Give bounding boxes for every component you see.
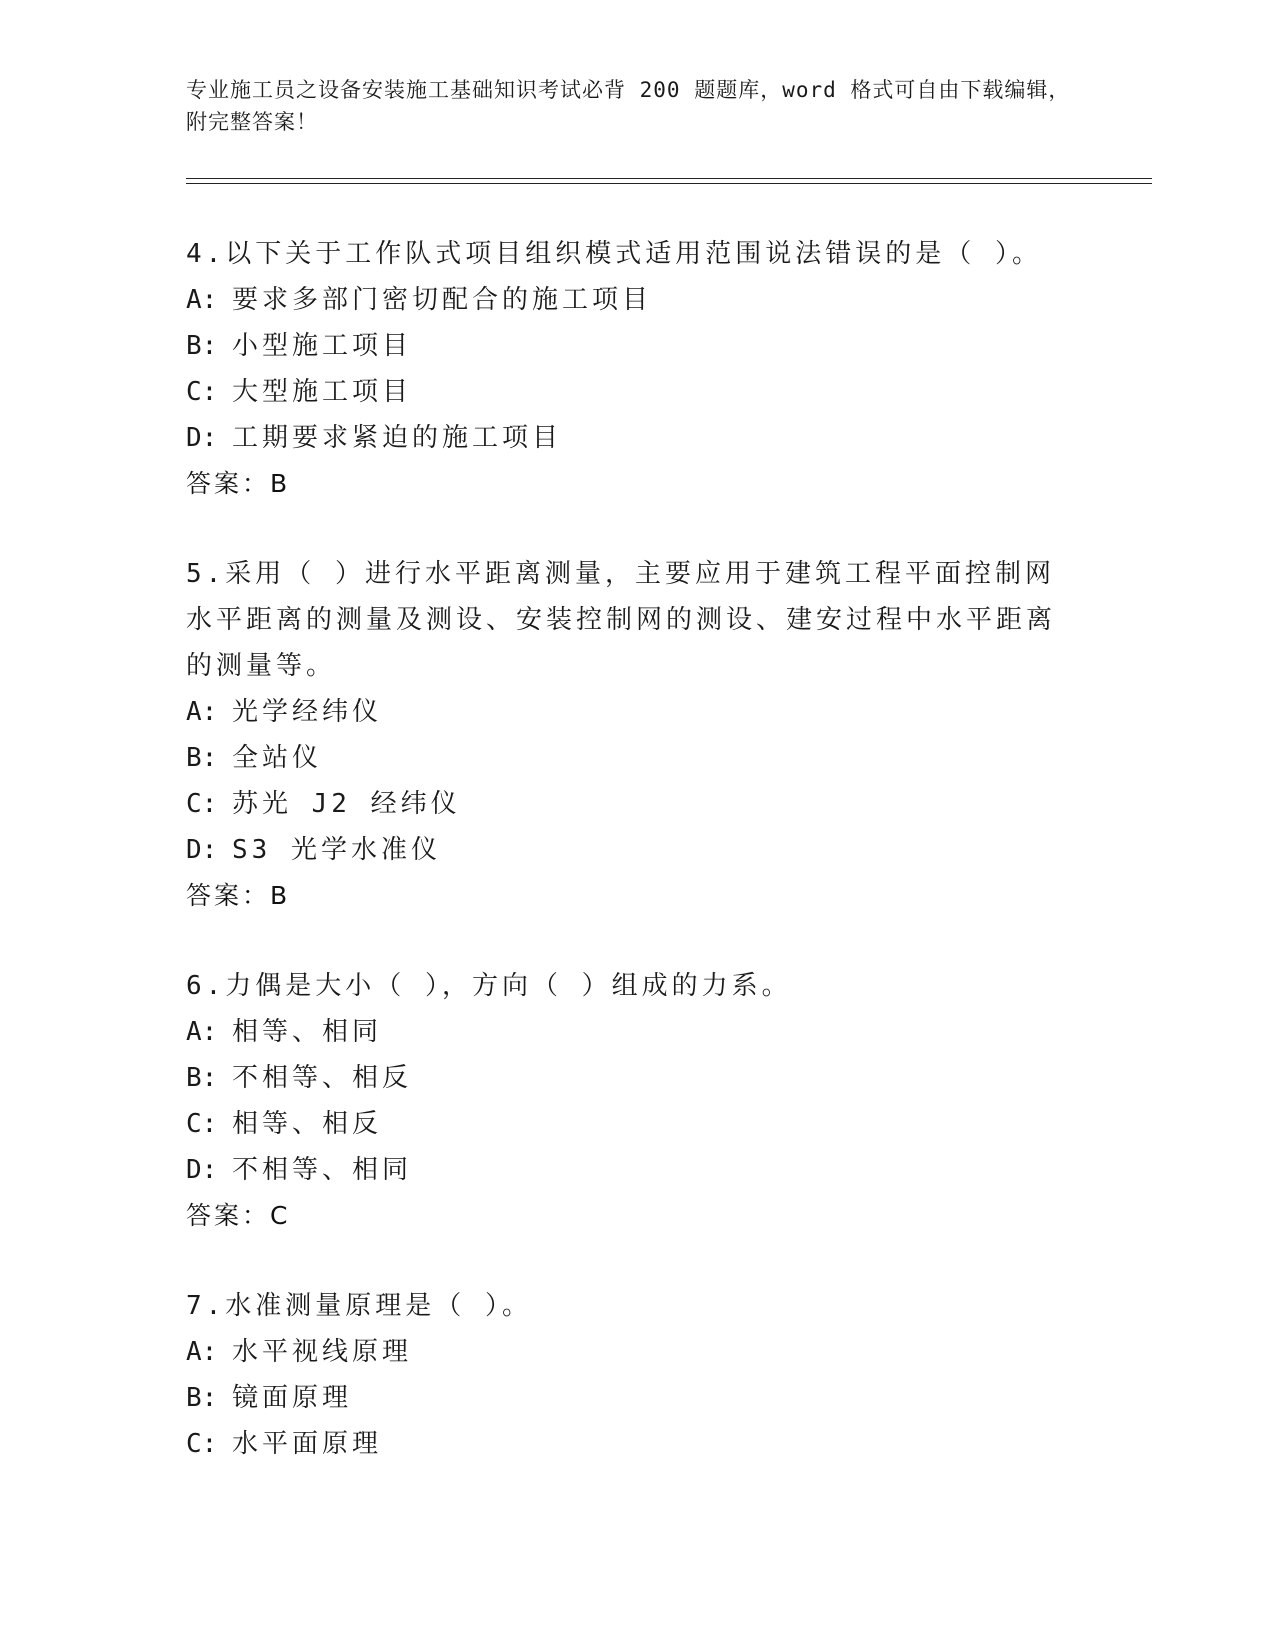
option-d xyxy=(186,827,1076,873)
question-item xyxy=(186,231,1076,507)
option-text: 不相等、相同 xyxy=(232,1155,413,1185)
option-b xyxy=(186,735,1076,781)
option-letter: D: xyxy=(186,423,218,453)
question-list xyxy=(186,231,1076,1511)
option-c xyxy=(186,369,1076,415)
option-letter: C: xyxy=(186,377,218,407)
header-divider-top xyxy=(186,178,1152,179)
option-a xyxy=(186,1009,1076,1055)
option-letter: D: xyxy=(186,835,218,865)
option-text: 苏光 J2 经纬仪 xyxy=(232,789,461,819)
option-text: 工期要求紧迫的施工项目 xyxy=(232,423,563,453)
option-a xyxy=(186,689,1076,735)
option-b xyxy=(186,323,1076,369)
option-c xyxy=(186,781,1076,827)
answer-line: 答案：B xyxy=(186,469,291,498)
option-b xyxy=(186,1375,1076,1421)
answer-line: 答案：B xyxy=(186,881,291,910)
header-divider-bottom xyxy=(186,183,1152,184)
option-letter: B: xyxy=(186,331,218,361)
question-stem: 6.力偶是大小（ ），方向（ ）组成的力系。 xyxy=(186,971,792,1001)
option-c xyxy=(186,1421,1076,1467)
option-text: 水平视线原理 xyxy=(232,1337,413,1367)
document-header: 专业施工员之设备安装施工基础知识考试必背 200 题题库，word 格式可自由下载编辑，附完整答案！ xyxy=(186,78,1071,134)
option-d xyxy=(186,415,1076,461)
option-text: 小型施工项目 xyxy=(232,331,413,361)
option-letter: A: xyxy=(186,697,218,727)
option-text: 要求多部门密切配合的施工项目 xyxy=(232,285,653,315)
question-item xyxy=(186,551,1076,919)
option-text: 全站仪 xyxy=(232,743,323,773)
question-item xyxy=(186,1283,1076,1467)
option-letter: B: xyxy=(186,1063,218,1093)
option-text: 相等、相同 xyxy=(232,1017,383,1047)
option-letter: C: xyxy=(186,789,218,819)
option-text: 水平面原理 xyxy=(232,1429,383,1459)
option-letter: C: xyxy=(186,1109,218,1139)
option-letter: D: xyxy=(186,1155,218,1185)
option-text: 相等、相反 xyxy=(232,1109,383,1139)
question-item xyxy=(186,963,1076,1239)
option-a xyxy=(186,277,1076,323)
question-stem: 5.采用（ ）进行水平距离测量，主要应用于建筑工程平面控制网水平距离的测量及测设、安装控制网的测设、建安过程中水平距离的测量等。 xyxy=(186,559,1057,681)
option-letter: A: xyxy=(186,1337,218,1367)
option-a xyxy=(186,1329,1076,1375)
option-letter: A: xyxy=(186,285,218,315)
option-text: 不相等、相反 xyxy=(232,1063,413,1093)
question-stem: 4.以下关于工作队式项目组织模式适用范围说法错误的是（ ）。 xyxy=(186,239,1042,269)
option-c xyxy=(186,1101,1076,1147)
question-stem: 7.水准测量原理是（ ）。 xyxy=(186,1291,532,1321)
option-text: 光学经纬仪 xyxy=(232,697,383,727)
option-letter: C: xyxy=(186,1429,218,1459)
option-text: 镜面原理 xyxy=(232,1383,353,1413)
option-letter: B: xyxy=(186,743,218,773)
option-letter: A: xyxy=(186,1017,218,1047)
option-b xyxy=(186,1055,1076,1101)
option-letter: B: xyxy=(186,1383,218,1413)
option-text: S3 光学水准仪 xyxy=(232,835,441,865)
option-text: 大型施工项目 xyxy=(232,377,413,407)
option-d xyxy=(186,1147,1076,1193)
answer-line: 答案：C xyxy=(186,1201,291,1230)
